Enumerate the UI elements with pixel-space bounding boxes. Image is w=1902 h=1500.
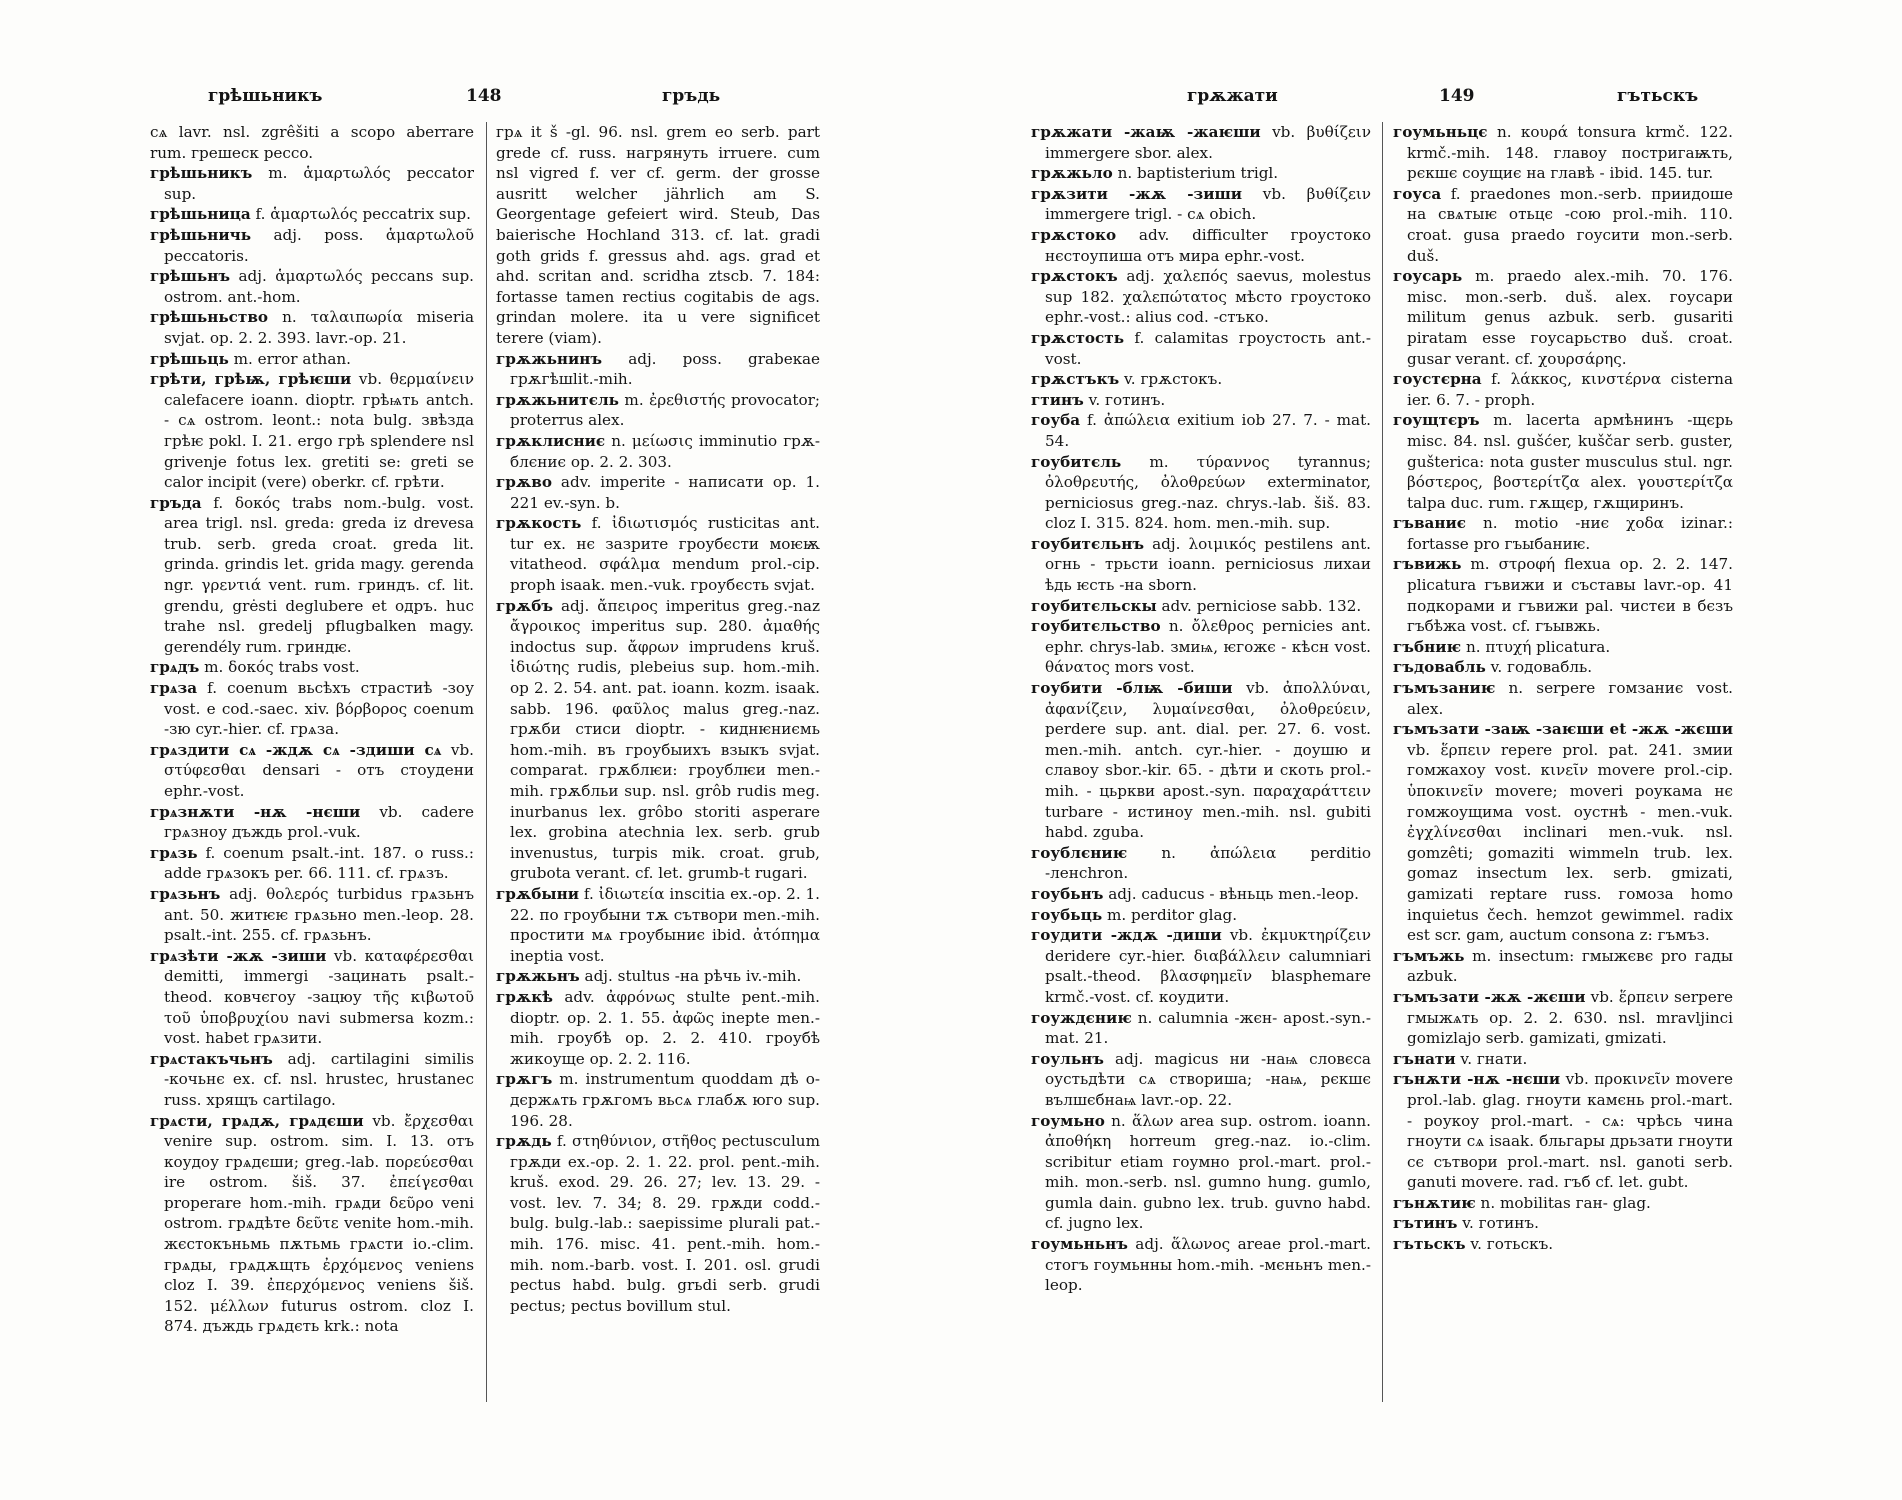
headword: грѣти, грѣѭ, грѣѥши xyxy=(150,370,352,389)
dictionary-entry xyxy=(1031,390,1371,411)
dictionary-entry xyxy=(1031,1234,1371,1296)
dictionary-entry xyxy=(1031,596,1371,617)
entry-text: m. ἐρεθιστής provocator; proterrus alex. xyxy=(510,390,820,430)
dictionary-entry xyxy=(1393,1234,1733,1255)
entry-text: f. δοκός trabs nom.-bulg. vost. area trigl. nsl. greda: greda iz drevesa trub. serb. greda croat. greda lit. grinda. grindis let. grida magy. gerenda ngr. γρεντιά vent. rum. гриндъ. cf. lit. grendu, grėsti deglubere et одръ. huc trahe nsl. gredelj pflugbalken magy. gerendély rum. гриндѥ. xyxy=(164,493,474,656)
column-rule xyxy=(486,122,487,1402)
headword: грѫжати -жаѭ -жаѥши xyxy=(1031,123,1261,141)
dictionary-entry xyxy=(1031,225,1371,266)
dictionary-entry xyxy=(1393,678,1733,719)
headword: гтинъ xyxy=(1031,390,1084,409)
dictionary-entry xyxy=(1031,163,1371,184)
entry-text: adj. θολερός turbidus грѧзьнъ ant. 50. житѥѥ грѧзьно men.-leop. 28. psalt.-int. 255. cf. грѧзьнъ. xyxy=(164,884,474,945)
dictionary-entry xyxy=(1031,266,1371,328)
dictionary-entry xyxy=(1031,843,1371,884)
entry-text: adv. difficulter гроустоко нєстоупиша отъ мира ephr.-vost. xyxy=(1045,225,1371,265)
headword: гоумьньнъ xyxy=(1031,1235,1128,1254)
headword: гоумьно xyxy=(1031,1111,1105,1130)
headword: грѫстость xyxy=(1031,328,1125,347)
dictionary-entry xyxy=(150,204,474,225)
headword: гънѫтиѥ xyxy=(1393,1193,1476,1212)
entry-text: f. ἁμαρτωλός peccatrix sup. xyxy=(255,205,471,224)
dictionary-entry xyxy=(150,1049,474,1111)
headword: гоубитєльство xyxy=(1031,617,1161,636)
headword: грѧзнѫти -нѫ -нєши xyxy=(150,802,361,821)
headword: гоусарь xyxy=(1393,267,1463,286)
entry-text: adj. ἁμαρτωλός peccans sup. ostrom. ant.-hom. xyxy=(164,267,474,306)
entry-text: v. грѫстокъ. xyxy=(1124,370,1223,389)
headword: грѣшьнъ xyxy=(150,267,231,286)
headword: грѫкость xyxy=(496,514,582,533)
right-page xyxy=(951,0,1902,1500)
headword: гоуба xyxy=(1031,411,1081,430)
headword: грѫжьнъ xyxy=(496,967,580,986)
dictionary-entry xyxy=(150,349,474,370)
headword: гъмъзати -жѫ -жєши xyxy=(1393,987,1586,1006)
guide-word-left: грѣшьникъ xyxy=(208,86,323,106)
entry-text: adj. χαλεπός saevus, molestus sup 182. χαλεπώτατος мѣсто гроустоко ephr.-vost.: alius cod. -стъко. xyxy=(1045,267,1371,327)
dictionary-entry xyxy=(1393,122,1733,184)
headword: грѧзьнъ xyxy=(150,884,221,903)
dictionary-entry xyxy=(496,987,820,1069)
entry-text: vb. στύφεσθαι densari - отъ стоудени ephr.-vost. xyxy=(164,740,474,800)
entry-text: adj. stultus -на рѣчь iv.-mih. xyxy=(584,967,802,986)
entry-text: сѧ lavr. nsl. zgrêšiti a scopo aberrare rum. грешеск pecco. xyxy=(150,123,474,162)
headword: грѣшьница xyxy=(150,205,251,224)
entry-text: vb. προκινεῖν movere prol.-lab. glag. гноути камєнь prol.-mart. - роукоу prol.-mart. - сѧ: чрѣсь чина гноути сѧ isaak. бльгары дрьзати гноути сє сътвори prol.-mart. nsl. ganoti serb. ganuti movere. rad. гъб cf. let. gubt. xyxy=(1407,1070,1733,1192)
dictionary-entry xyxy=(150,163,474,204)
headword: грѫжьло xyxy=(1031,164,1113,183)
headword: грѫбыни xyxy=(496,884,579,903)
headword: грѫво xyxy=(496,473,552,492)
dictionary-entry xyxy=(496,596,820,884)
entry-text: adj. caducus - вѣньць men.-leop. xyxy=(1108,884,1359,903)
headword: гоульнъ xyxy=(1031,1049,1104,1068)
dictionary-entry xyxy=(1393,266,1733,369)
entry-text: n. mobilitas ган- glag. xyxy=(1480,1193,1651,1212)
dictionary-entry xyxy=(1031,905,1371,926)
entry-text: m. praedo alex.-mih. 70. 176. misc. mon.-serb. duš. alex. гоусари militum genus azbuk. serb. gusariti piratam esse гоусарьство duš. croat. gusar verant. cf. χουρσάρης. xyxy=(1407,267,1733,368)
dictionary-entry xyxy=(150,493,474,658)
entry-text: n. πτυχή plicatura. xyxy=(1465,637,1611,656)
entry-text: m. lacerta армѣнинъ -щєрь misc. 84. nsl. gušćer, kuščar serb. guster, gušterica: nota guster musculus stul. ngr. βόστερος, βοστερίτζα alex. γουστερίτζα talpa duc. rum. гѫщєр, гѫщиринъ. xyxy=(1407,411,1733,512)
entry-text: f. coenum psalt.-int. 187. o russ.: adde грѧзокъ per. 66. 111. cf. грѧзъ. xyxy=(164,843,474,883)
headword: гоубьць xyxy=(1031,905,1103,924)
entry-text: f. ἰδιωτεία inscitia ex.-op. 2. 1. 22. по гроубыни тѫ сътвори men.-mih. простити мѧ гроубыниє ibid. ἀτόπημα ineptia vost. xyxy=(510,884,820,965)
dictionary-entry xyxy=(1393,554,1733,636)
dictionary-entry xyxy=(1031,616,1371,678)
entry-text: vb. ἐκμυκτηρίζειν deridere cyr.-hier. διαβάλλειν calumniari psalt.-theod. βλασφημεῖν blasphemare krmč.-vost. cf. коудити. xyxy=(1045,926,1371,1006)
dictionary-entry xyxy=(150,843,474,884)
headword: гътьскъ xyxy=(1393,1235,1466,1254)
entry-text: adj. cartilagini similis -кочьнє ex. cf. nsl. hrustec, hrustanec russ. хрящъ cartilago. xyxy=(164,1049,474,1109)
headword: гъвижь xyxy=(1393,555,1462,574)
headword: гоуждєниѥ xyxy=(1031,1008,1132,1027)
headword: гънати xyxy=(1393,1049,1456,1068)
headword: гътинъ xyxy=(1393,1214,1458,1233)
dictionary-entry xyxy=(1393,1069,1733,1193)
dictionary-entry xyxy=(150,1111,474,1338)
entry-text: adj. poss. ἁμαρτωλοῦ peccatoris. xyxy=(164,225,474,265)
headword: грѣшьньство xyxy=(150,308,268,327)
dictionary-entry xyxy=(496,472,820,513)
headword: гъмъзаниѥ xyxy=(1393,679,1496,698)
dictionary-entry xyxy=(496,966,820,987)
entry-text: adv. ἀφρόνως stulte pent.-mih. dioptr. op. 2. 1. 55. ἀφῶς inepte men.-mih. гроубѣ op. 2. 2. 410. гроубѣ жикоуще op. 2. 2. 116. xyxy=(510,987,820,1068)
column-right-1 xyxy=(1031,122,1371,1402)
dictionary-entry xyxy=(496,1131,820,1316)
dictionary-entry xyxy=(150,657,474,678)
entry-text: adj. magicus ни -наѩ словєса оустьдѣти сѧ створиша; -наѩ, рєкшє вълшєбнаѩ lavr.-op. 22. xyxy=(1045,1049,1371,1109)
dictionary-entry xyxy=(150,266,474,307)
headword: грѫстокъ xyxy=(1031,267,1118,286)
column-left-1 xyxy=(150,122,474,1402)
dictionary-entry xyxy=(1031,1008,1371,1049)
headword: гънѫти -нѫ -нєши xyxy=(1393,1070,1561,1089)
entry-text: n. μείωσις imminutio грѫ- блєниє op. 2. 2. 303. xyxy=(510,431,820,471)
entry-text: f. coenum вьсѣхъ страстиѣ -зоу vost. e cod.-saec. xiv. βόρβορος coenum -зю cyr.-hier. cf. грѧза. xyxy=(164,679,474,739)
dictionary-entry xyxy=(1393,410,1733,513)
headword: гоубитєльнъ xyxy=(1031,534,1144,553)
headword: гоуса xyxy=(1393,184,1442,203)
headword: гъдовабль xyxy=(1393,658,1486,677)
entry-text: m. στροφή flexua op. 2. 2. 147. plicatura гъвижи и съставы lavr.-op. 41 подкорами и гъвижи pal. чистєи в бєзъ гъбѣжа vost. cf. гъывжь. xyxy=(1407,555,1733,636)
entry-text: vb. βυθίζειν immergere trigl. - сѧ obich. xyxy=(1045,184,1371,224)
entry-text: n. serpere гомзаниє vost. alex. xyxy=(1407,679,1733,718)
entry-text: adj. ἄπειρος imperitus greg.-naz ἄγροικος imperitus sup. 280. ἀμαθής indoctus sup. ἄφρων imprudens kruš. ἰδιώτης rudis, plebeius sup. hom.-mih. op 2. 2. 54. ant. pat. ioann. kozm. isaak. sabb. 196. φαῦλος malus greg.-naz. грѫби стиси dioptr. - киднѥниємь hom.-mih. въ гроубыихъ взыкъ svjat. comparat. грѫблѥи: гроублѥи men.-mih. грѫбльи sup. nsl. grôb rudis meg. inurbanus lex. grôbo storiti asperare lex. grobina atechnia lex. serb. grub invenustus, turpis mik. croat. grub, grubota verant. cf. let. grumb-t rugari. xyxy=(510,596,820,883)
dictionary-entry xyxy=(496,349,820,390)
headword: грѧзѣти -жѫ -зиши xyxy=(150,946,327,965)
headword: грѣшьникъ xyxy=(150,164,253,183)
entry-text: f. ἰδιωτισμός rusticitas ant. tur ex. нє зазрите гроубєсти моѥѭ vitatheod. σφάλμα mendum prol.-cip. proph isaak. men.-vuk. гроубєсть svjat. xyxy=(510,514,820,595)
headword: грѫдь xyxy=(496,1132,552,1151)
headword: гоудити -ждѫ -диши xyxy=(1031,926,1222,945)
dictionary-entry xyxy=(1031,678,1371,843)
entry-text: vb. cadere грѧзноу дъждь prol.-vuk. xyxy=(164,802,474,842)
entry-text: n. baptisterium trigl. xyxy=(1117,164,1279,183)
entry-text: n. ταλαιπωρία miseria svjat. op. 2. 2. 393. lavr.-op. 21. xyxy=(164,308,474,347)
guide-word-left: грѫжати xyxy=(1187,86,1278,106)
entry-text: f. calamitas гроустость ant.-vost. xyxy=(1045,328,1371,368)
entry-text: vb. ἕρπειν serpere гмыжѧть op. 2. 2. 630. nsl. mravljinci gomizlajo serb. gamizati, gmizati. xyxy=(1407,987,1733,1048)
entry-text: vb. ἀπολλύναι, ἀφανίζειν, λυμαίνεσθαι, ὀλοθρεύειν, perdere sup. ant. dial. per. 27. 6. vost. men.-mih. antch. cyr.-hier. - доушю и славоу sbor.-kir. 65. - дѣти и скоть prol.-mih. - цьркви apost.-syn. παραχαράττειν turbare - истиноу men.-mih. nsl. gubiti habd. zgubа. xyxy=(1045,679,1371,842)
dictionary-entry xyxy=(1031,410,1371,451)
dictionary-entry xyxy=(1393,946,1733,987)
headword: грѧздити сѧ -ждѫ сѧ -здиши сѧ xyxy=(150,740,442,759)
column-right-2 xyxy=(1393,122,1733,1402)
headword: гоущтєръ xyxy=(1393,411,1480,430)
headword: грѫстоко xyxy=(1031,225,1117,244)
entry-text: грѧ it š -gl. 96. nsl. grem eo serb. part grede cf. russ. нагрянуть irruere. cum nsl vigred f. ver cf. germ. der grosse ausritt welcher jährlich am S. Georgentage gefeiert wird. Steub, Das baierische Hochland 313. cf. lat. gradi goth grids f. gressus ahd. ags. grad et ahd. scritan and. scridha ztscb. 7. 184: fortasse tamen rectius cogitabis de ags. grindan molere. ita u vere significet terere (viam). xyxy=(496,123,820,347)
headword: гоумьньцє xyxy=(1393,123,1488,141)
entry-text: f. στηθύνιον, στῆθος pectusculum грѫди ex.-op. 2. 1. 22. prol. pent.-mih. kruš. exod. 29. 26. 27; lev. 13. 29. - vost. lev. 7. 34; 8. 29. грѫди codd.-bulg. bulg.-lab.: saepissime plurali pat.-mih. 176. misc. 41. pent.-mih. hom.-mih. nom.-barb. vost. I. 201. osl. grudi pectus habd. bulg. grьdi serb. grudi pectus; pectus bovillum stul. xyxy=(510,1132,820,1315)
entry-text: m. instrumentum quoddam дѣ o- дєржѧть грѫгомъ вьсѧ глабѫ юго sup. 196. 28. xyxy=(510,1070,820,1130)
column-left-2 xyxy=(496,122,820,1402)
page-header xyxy=(0,86,951,110)
entry-text: n. calumnia -жєн- apost.-syn.-mat. 21. xyxy=(1045,1008,1371,1048)
headword: гъбниѥ xyxy=(1393,637,1462,656)
headword: гоубитєльскы xyxy=(1031,596,1157,615)
dictionary-entry xyxy=(150,225,474,266)
entry-text: n. ἀπώλεια perditio -ленchron. xyxy=(1045,843,1371,883)
entry-text: m. error athan. xyxy=(233,349,351,368)
dictionary-entry xyxy=(150,122,474,163)
dictionary-entry xyxy=(1031,534,1371,596)
dictionary-entry xyxy=(150,884,474,946)
entry-text: v. годовабль. xyxy=(1490,658,1593,677)
dictionary-entry xyxy=(1393,637,1733,658)
dictionary-entry xyxy=(150,740,474,802)
entry-text: v. гнати. xyxy=(1460,1049,1528,1068)
headword: гоустєрна xyxy=(1393,370,1482,389)
dictionary-entry xyxy=(496,513,820,595)
entry-text: vb. καταφέρεσθαι demitti, immergi -зацинать psalt.-theod. ковчєгоу -зацюу τῆς κιβωτοῦ τοῦ ὑποβρυχίου navi submersa kozm.: vost. habet грѧзити. xyxy=(164,946,474,1048)
entry-text: vb. ἕρπειν repere prol. pat. 241. змии гомжахоу vost. κινεῖν movere prol.-cip. ὑποκινεῖν movere; moveri роукама нє гомжоущима vost. оустнѣ - men.-vuk. ἐγχλίνεσθαι inclinari men.-vuk. nsl. gomzêti; gomaziti wimmeln trub. lex. gomaz insectum lex. serb. gmizati, gamizati reptare russ. гомоза homo inquietus čech. hemzot gewimmel. radix est scr. gam, auctum consona z: гъмъз. xyxy=(1407,740,1733,945)
entry-text: f. praedones mon.-serb. приидоше на свѧтыѥ отьцє -сою prol.-mih. 110. croat. gusa praedo гоусити mon.-serb. duš. xyxy=(1407,184,1733,265)
page-number: 149 xyxy=(1439,86,1475,106)
guide-word-right: гътьскъ xyxy=(1617,86,1699,106)
dictionary-entry xyxy=(1031,1111,1371,1235)
entry-text: adj. ἅλωνος areae prol.-mart. стогъ гоумьнны hom.-mih. -мєньнъ men.-leop. xyxy=(1045,1235,1371,1295)
dictionary-entry xyxy=(1031,884,1371,905)
page-header xyxy=(951,86,1902,110)
dictionary-entry xyxy=(1031,328,1371,369)
entry-text: v. готинъ. xyxy=(1088,390,1166,409)
headword: гръда xyxy=(150,493,202,512)
dictionary-entry xyxy=(1031,1049,1371,1111)
dictionary-entry xyxy=(1393,1213,1733,1234)
headword: грѧстакъчьнъ xyxy=(150,1049,273,1068)
entry-text: f. λάκκος, κινστέρνα cisterna ier. 6. 7. - proph. xyxy=(1407,370,1733,409)
entry-text: vb. θερμαίνειν calefacere ioann. dioptr. грѣѩть antch. - сѧ ostrom. leont.: nota bulg. звѣзда грѣѥ pokl. I. 21. ergo грѣ splendere nsl grivenje fotus lex. gretiti se: greti se calor incipit (vere) oberkr. cf. грѣти. xyxy=(164,370,474,492)
headword: грѫзити -жѫ -зиши xyxy=(1031,184,1243,203)
headword: гоубитєль xyxy=(1031,452,1122,471)
column-rule xyxy=(1382,122,1383,1402)
entry-text: m. insectum: гмыжєвє pro гады azbuk. xyxy=(1407,946,1733,986)
dictionary-entry xyxy=(496,1069,820,1131)
entry-text: vb. βυθίζειν immergere sbor. alex. xyxy=(1045,123,1371,162)
dictionary-entry xyxy=(1031,122,1371,163)
dictionary-entry xyxy=(1393,513,1733,554)
entry-text: n. ἅλων area sup. ostrom. ioann. ἀποθήκη horreum greg.-naz. io.-clim. scribitur etiam гоумно prol.-mart. prol.-mih. mon.-serb. nsl. gumno hung. gumlo, gumla dain. gubno lex. trub. guvno habd. cf. jugno lex. xyxy=(1045,1111,1371,1233)
headword: грѫгъ xyxy=(496,1070,553,1089)
headword: грѧсти, грѧдѫ, грѧдєши xyxy=(150,1111,364,1130)
headword: грѫкѣ xyxy=(496,987,553,1006)
entry-text: m. ἁμαρτωλός peccator sup. xyxy=(164,164,474,203)
dictionary-entry xyxy=(1031,184,1371,225)
headword: гоубити -блѭ -биши xyxy=(1031,679,1233,698)
dictionary-entry xyxy=(496,431,820,472)
entry-text: m. δοκός trabs vost. xyxy=(204,658,360,677)
entry-text: f. ἀπώλεια exitium iob 27. 7. - mat. 54. xyxy=(1045,411,1371,450)
guide-word-right: гръдь xyxy=(662,86,721,106)
headword: гоубьнъ xyxy=(1031,884,1104,903)
headword: гъмъзати -заѭ -заѥши et -жѫ -жєши xyxy=(1393,720,1733,739)
entry-text: n. κουρά tonsura krmč. 122. krmč.-mih. 148. главоу постригаѭть, рєкшє соущиє на главѣ - ibid. 145. tur. xyxy=(1407,123,1733,183)
headword: грѫбъ xyxy=(496,596,554,615)
dictionary-entry xyxy=(496,122,820,349)
dictionary-entry xyxy=(1393,369,1733,410)
headword: грѣшьць xyxy=(150,349,229,368)
headword: гъмъжь xyxy=(1393,946,1465,965)
dictionary-entry xyxy=(1393,657,1733,678)
entry-text: m. perditor glag. xyxy=(1106,905,1238,924)
headword: грѧдъ xyxy=(150,658,200,677)
dictionary-entry xyxy=(1393,987,1733,1049)
entry-text: v. готинъ. xyxy=(1462,1214,1539,1233)
dictionary-entry xyxy=(1031,925,1371,1007)
entry-text: adj. λοιμικός pestilens ant. огнь - трьсти ioann. perniciosus лихаи ѣдь ѥсть -на sborn. xyxy=(1045,534,1371,595)
dictionary-entry xyxy=(1031,452,1371,534)
dictionary-entry xyxy=(1393,719,1733,946)
entry-text: adv. perniciose sabb. 132. xyxy=(1161,596,1362,615)
dictionary-entry xyxy=(1393,184,1733,266)
headword: гъваниє xyxy=(1393,514,1466,533)
dictionary-entry xyxy=(150,946,474,1049)
dictionary-entry xyxy=(496,884,820,966)
dictionary-entry xyxy=(1031,369,1371,390)
dictionary-entry xyxy=(1393,1193,1733,1214)
headword: грѫстъкъ xyxy=(1031,370,1120,389)
entry-text: adj. poss. grabeĸаe грѫгѣшlit.-mih. xyxy=(510,349,820,389)
dictionary-entry xyxy=(150,678,474,740)
headword: грѧзь xyxy=(150,843,198,862)
headword: грѫжьнинъ xyxy=(496,349,603,368)
entry-text: m. τύραννος tyrannus; ὀλοθρευτής, ὀλοθρεύων exterminator, perniciosus greg.-naz. chrys.-lab. šiš. 83. cloz I. 315. 824. hom. men.-mih. sup. xyxy=(1045,452,1371,533)
page-number: 148 xyxy=(466,86,502,106)
dictionary-entry xyxy=(496,390,820,431)
dictionary-entry xyxy=(1393,1049,1733,1070)
entry-text: n. motio -ниє χοδα izinar.: fortasse pro гъыбаниѥ. xyxy=(1407,514,1733,553)
dictionary-entry xyxy=(150,307,474,348)
headword: грѣшьничь xyxy=(150,225,252,244)
headword: грѧза xyxy=(150,679,198,698)
headword: гоублєниѥ xyxy=(1031,843,1128,862)
entry-text: adv. imperite - написати op. 1. 221 ev.-syn. b. xyxy=(510,473,820,512)
dictionary-entry xyxy=(150,369,474,493)
dictionary-entry xyxy=(150,802,474,843)
headword: грѫклисниє xyxy=(496,431,606,450)
entry-text: v. готьскъ. xyxy=(1470,1235,1554,1254)
entry-text: n. ὄλεθρος pernicies ant. ephr. chrys-lab. змиѩ, ѥгожє - кѣсн vost. θάνατος mors vost. xyxy=(1045,617,1371,677)
headword: грѫжьнитєль xyxy=(496,390,619,409)
entry-text: vb. ἔρχεσθαι venire sup. ostrom. sim. I. 13. отъ коудоу грѧдєши; greg.-lab. πορεύεσθαι ire ostrom. šiš. 37. ἐπείγεσθαι properare hom.-mih. грѧди δεῦρο veni ostrom. грѧдѣте δεῦτε venite hom.-mih. жєстокъньмь пѫтьмь грѧсти io.-clim. грѧды, грѧдѫщть ἐρχόμενος veniens cloz I. 39. ἐπερχόμενος veniens šiš. 152. μέλλων futurus ostrom. cloz I. 874. дъждь грѧдєть krk.: nota xyxy=(164,1111,474,1336)
